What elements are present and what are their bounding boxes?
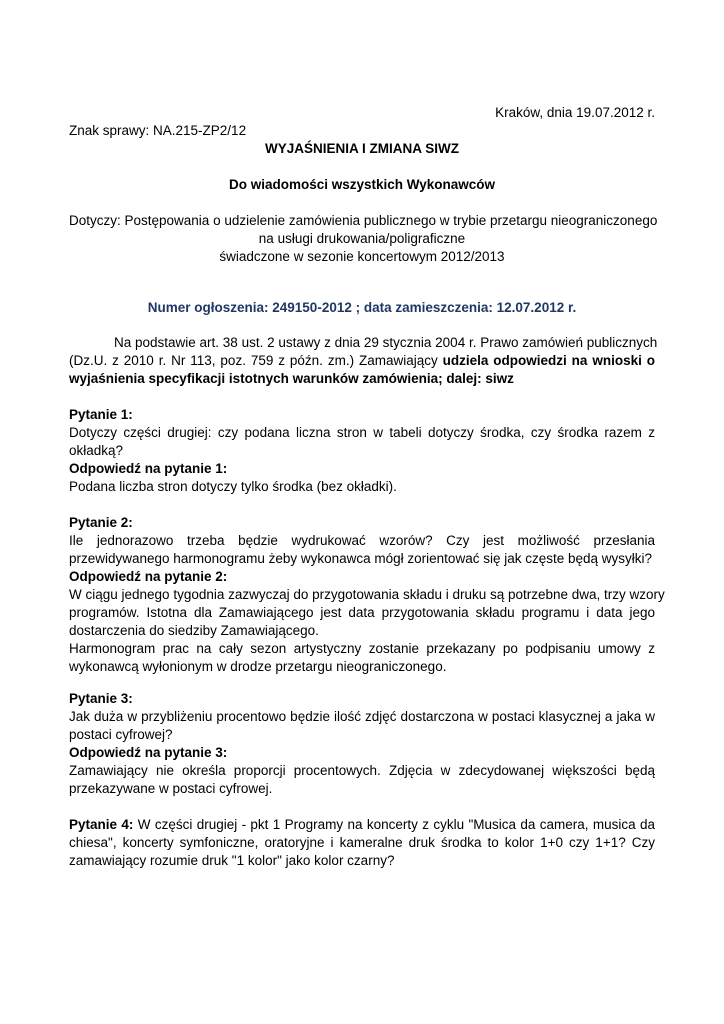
document-page xyxy=(69,0,665,1024)
intro-line-1: Na podstawie art. 38 ust. 2 ustawy z dnia 29 stycznia 2004 r. Prawo zamówień publicznych xyxy=(114,335,658,350)
intro-line-2-bold: udziela odpowiedzi na wnioski o xyxy=(442,353,655,368)
place-date: Kraków, dnia 19.07.2012 r. xyxy=(495,105,655,120)
question-label: Pytanie 4: xyxy=(69,817,134,832)
answer-line: W ciągu jednego tygodnia zazwyczaj do przygotowania składu i druku są potrzebne dwa, trzy wzory xyxy=(69,587,665,602)
qa-block-2 xyxy=(69,514,665,676)
subject-line-1: Dotyczy: Postępowania o udzielenie zamówienia publicznego w trybie przetargu nieograniczonego xyxy=(69,213,658,228)
qa-block-4 xyxy=(69,816,655,870)
answer-line: dostarczenia do siedziby Zamawiającego. xyxy=(69,623,319,638)
answer-line: przekazywane w postaci cyfrowej. xyxy=(69,781,273,796)
qa-block-3 xyxy=(69,690,655,798)
case-reference: Znak sprawy: NA.215-ZP2/12 xyxy=(69,123,247,138)
qa-block-1 xyxy=(69,406,655,496)
addressee: Do wiadomości wszystkich Wykonawców xyxy=(228,177,496,192)
answer-line: Zamawiający nie określa proporcji procentowych. Zdjęcia w zdecydowanej większości będą xyxy=(69,763,655,778)
subject-line-3: świadczone w sezonie koncertowym 2012/2013 xyxy=(219,249,505,264)
document-title: WYJAŚNIENIA I ZMIANA SIWZ xyxy=(265,141,459,156)
answer-line: Podana liczba stron dotyczy tylko środka (bez okładki). xyxy=(69,479,397,494)
question-line: Dotyczy części drugiej: czy podana liczna stron w tabeli dotyczy środka, czy środka razem z xyxy=(69,425,655,440)
question-line: okładką? xyxy=(69,443,124,458)
answer-label: Odpowiedź na pytanie 1: xyxy=(69,461,228,476)
intro-line-2 xyxy=(69,352,655,370)
question-line: chiesa", koncerty symfoniczne, oratoryjne i kameralne druk środka to kolor 1+0 czy 1+1? Czy xyxy=(69,835,655,850)
subject xyxy=(69,212,658,266)
intro-line-2-plain: (Dz.U. z 2010 r. Nr 113, poz. 759 z późn. zm.) Zamawiający xyxy=(69,353,443,368)
question-line: Jak duża w przybliżeniu procentowo będzie ilość zdjęć dostarczona w postaci klasycznej a jaka w xyxy=(69,709,655,724)
question-line: zamawiający rozumie druk "1 kolor" jako kolor czarny? xyxy=(69,853,395,868)
answer-line: programów. Istotna dla Zamawiającego jest data przygotowania składu programu i data jego xyxy=(69,605,655,620)
question-line: przewidywanego harmonogramu żeby wykonawca mógł zorientować się jak częste będą wysyłki? xyxy=(69,551,653,566)
intro-paragraph xyxy=(69,334,658,388)
question-line xyxy=(69,816,655,834)
question-label: Pytanie 3: xyxy=(69,691,133,706)
question-label: Pytanie 2: xyxy=(69,515,133,530)
answer-line: wykonawcą wyłonionym w drodze przetargu nieograniczonego. xyxy=(69,659,447,674)
question-line: Ile jednorazowo trzeba będzie wydrukować wzorów? Czy jest możliwość przesłania xyxy=(69,533,655,548)
answer-label: Odpowiedź na pytanie 3: xyxy=(69,745,228,760)
question-text: W części drugiej - pkt 1 Programy na koncerty z cyklu "Musica da camera, musica da xyxy=(133,817,655,832)
answer-line: Harmonogram prac na cały sezon artystyczny zostanie przekazany po podpisaniu umowy z xyxy=(69,641,655,656)
question-line: postaci cyfrowej? xyxy=(69,727,173,742)
notice-number: Numer ogłoszenia: 249150-2012 ; data zamieszczenia: 12.07.2012 r. xyxy=(147,300,577,315)
subject-line-2: na usługi drukowania/poligraficzne xyxy=(258,231,466,246)
question-label: Pytanie 1: xyxy=(69,407,133,422)
intro-line-3: wyjaśnienia specyfikacji istotnych warunków zamówienia; dalej: siwz xyxy=(69,371,514,386)
answer-label: Odpowiedź na pytanie 2: xyxy=(69,569,228,584)
